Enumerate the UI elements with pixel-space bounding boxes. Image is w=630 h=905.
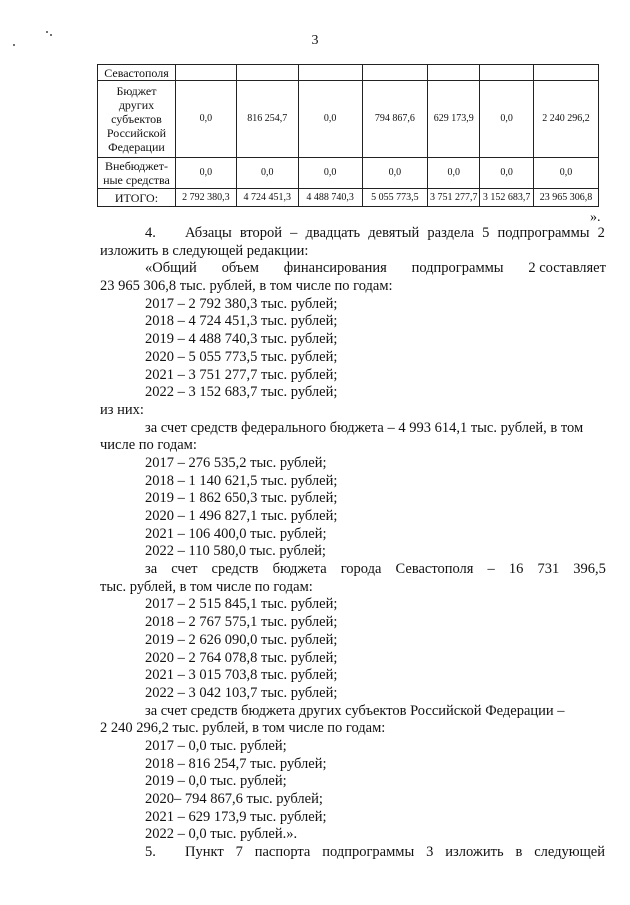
table-cell: [236, 65, 298, 81]
word: 3: [426, 844, 434, 861]
table-cell: 4 724 451,3: [236, 189, 298, 207]
word: 5: [482, 225, 490, 241]
table-row: [98, 65, 599, 81]
table-cell: 2 792 380,3: [175, 189, 236, 207]
table-cell: 0,0: [175, 158, 236, 189]
budget-table: [97, 64, 599, 207]
word: 7: [235, 844, 243, 861]
closing-quote: ».: [590, 210, 601, 225]
table-cell: 816 254,7: [236, 81, 298, 158]
year-line: 2019 – 0,0 тыс. рублей;: [145, 773, 287, 790]
word: раздела: [427, 225, 475, 241]
year-line: 2018 – 1 140 621,5 тыс. рублей;: [145, 472, 338, 489]
city-line2: тыс. рублей, в том числе по годам:: [100, 578, 313, 595]
word: средств: [211, 561, 259, 578]
other-line2: 2 240 296,2 тыс. рублей, в том числе по годам:: [100, 720, 386, 737]
word: –: [487, 561, 495, 578]
item-number: 4.: [145, 225, 156, 241]
table-cell: 0,0: [362, 158, 428, 189]
table-cell: [298, 65, 362, 81]
word: –: [290, 225, 298, 241]
word: финансирования: [283, 260, 387, 277]
table-cell: 0,0: [298, 81, 362, 158]
table-cell: [480, 65, 534, 81]
year-line: 2022 – 0,0 тыс. рублей.».: [145, 826, 298, 843]
year-line: 2020 – 2 764 078,8 тыс. рублей;: [145, 649, 338, 666]
year-line: 2021 – 106 400,0 тыс. рублей;: [145, 525, 327, 542]
document-body: [100, 225, 606, 862]
year-line: 2018 – 4 724 451,3 тыс. рублей;: [145, 313, 338, 330]
table-cell: [428, 65, 480, 81]
word: «Общий: [145, 260, 197, 277]
word: Севастополя: [395, 561, 474, 578]
word: девятый: [368, 225, 420, 241]
word: изложить: [445, 844, 504, 861]
word: 2: [597, 225, 605, 241]
quote-line2: 23 965 306,8 тыс. рублей, в том числе по годам:: [100, 278, 393, 295]
table-cell: [175, 65, 236, 81]
year-line: 2022 – 3 152 683,7 тыс. рублей;: [145, 384, 338, 401]
of-them-label: из них:: [100, 401, 144, 418]
item4-line2: изложить в следующей редакции:: [100, 242, 309, 259]
year-line: 2018 – 2 767 575,1 тыс. рублей;: [145, 614, 338, 631]
table-row: [98, 81, 599, 158]
table-cell: [534, 65, 599, 81]
word: 731: [537, 561, 560, 578]
year-line: 2019 – 1 862 650,3 тыс. рублей;: [145, 490, 338, 507]
word: подпрограммы: [497, 225, 590, 241]
word: в: [515, 844, 523, 861]
word: Пункт: [185, 844, 224, 861]
justified-words: [185, 844, 605, 862]
word: 2 составляет: [528, 260, 606, 277]
table-cell: 0,0: [480, 81, 534, 158]
word: двадцать: [305, 225, 361, 241]
city-line1: [100, 561, 606, 579]
total-years-list: [100, 296, 606, 402]
row-label: ИТОГО:: [98, 189, 176, 207]
table-cell: 5 055 773,5: [362, 189, 428, 207]
table-cell: 2 240 296,2: [534, 81, 599, 158]
word: объем: [221, 260, 259, 277]
page-number: 3: [311, 33, 319, 48]
year-line: 2017 – 2 515 845,1 тыс. рублей;: [145, 596, 338, 613]
year-line: 2022 – 110 580,0 тыс. рублей;: [145, 543, 326, 560]
year-line: 2022 – 3 042 103,7 тыс. рублей;: [145, 684, 338, 701]
item5-line1: [100, 844, 606, 862]
table-row: [98, 158, 599, 189]
quote-line1: [100, 260, 606, 278]
table-cell: 629 173,9: [428, 81, 480, 158]
row-label: Бюджет других субъектов Российской Федерации: [98, 81, 176, 158]
table-cell: 794 867,6: [362, 81, 428, 158]
table-cell: 0,0: [175, 81, 236, 158]
year-line: 2017 – 276 535,2 тыс. рублей;: [145, 454, 327, 471]
table-cell: 0,0: [534, 158, 599, 189]
word: паспорта: [254, 844, 311, 861]
federal-line1: за счет средств федерального бюджета – 4 993 614,1 тыс. рублей, в том: [145, 419, 584, 436]
word: второй: [239, 225, 283, 241]
city-years-list: [100, 596, 606, 702]
word: 396,5: [573, 561, 606, 578]
table-cell: 0,0: [480, 158, 534, 189]
table-cell: [362, 65, 428, 81]
other-years-list: [100, 738, 606, 844]
word: подпрограммы: [411, 260, 504, 277]
year-line: 2019 – 4 488 740,3 тыс. рублей;: [145, 331, 338, 348]
table-cell: 0,0: [428, 158, 480, 189]
year-line: 2017 – 2 792 380,3 тыс. рублей;: [145, 295, 338, 312]
word: подпрограммы: [322, 844, 415, 861]
word: города: [340, 561, 382, 578]
other-line1: за счет средств бюджета других субъектов Российской Федерации –: [145, 702, 565, 719]
year-line: 2021 – 3 751 277,7 тыс. рублей;: [145, 366, 338, 383]
year-line: 2018 – 816 254,7 тыс. рублей;: [145, 755, 327, 772]
year-line: 2019 – 2 626 090,0 тыс. рублей;: [145, 631, 338, 648]
year-line: 2020– 794 867,6 тыс. рублей;: [145, 791, 323, 807]
word: Абзацы: [185, 225, 232, 241]
table-cell: 0,0: [236, 158, 298, 189]
year-line: 2017 – 0,0 тыс. рублей;: [145, 737, 287, 754]
word: следующей: [534, 844, 605, 861]
year-line: 2021 – 3 015 703,8 тыс. рублей;: [145, 667, 338, 684]
row-label: Внебюджет-ные средства: [98, 158, 176, 189]
federal-years-list: [100, 455, 606, 561]
table-cell: 3 751 277,7: [428, 189, 480, 207]
year-line: 2021 – 629 173,9 тыс. рублей;: [145, 808, 327, 825]
year-line: 2020 – 1 496 827,1 тыс. рублей;: [145, 508, 338, 524]
federal-line2: числе по годам:: [100, 437, 197, 454]
table-cell: 4 488 740,3: [298, 189, 362, 207]
year-line: 2020 – 5 055 773,5 тыс. рублей;: [145, 348, 338, 365]
table-cell: 23 965 306,8: [534, 189, 599, 207]
word: 16: [508, 561, 524, 578]
row-label: Севастополя: [98, 65, 176, 81]
table-row-total: [98, 189, 599, 207]
justified-words: [185, 225, 605, 243]
table-cell: 0,0: [298, 158, 362, 189]
item-number: 5.: [145, 844, 156, 861]
item4-line1: [100, 225, 606, 243]
table-cell: 3 152 683,7: [480, 189, 534, 207]
word: счет: [171, 561, 198, 578]
word: за: [145, 561, 158, 578]
word: бюджета: [272, 561, 327, 578]
